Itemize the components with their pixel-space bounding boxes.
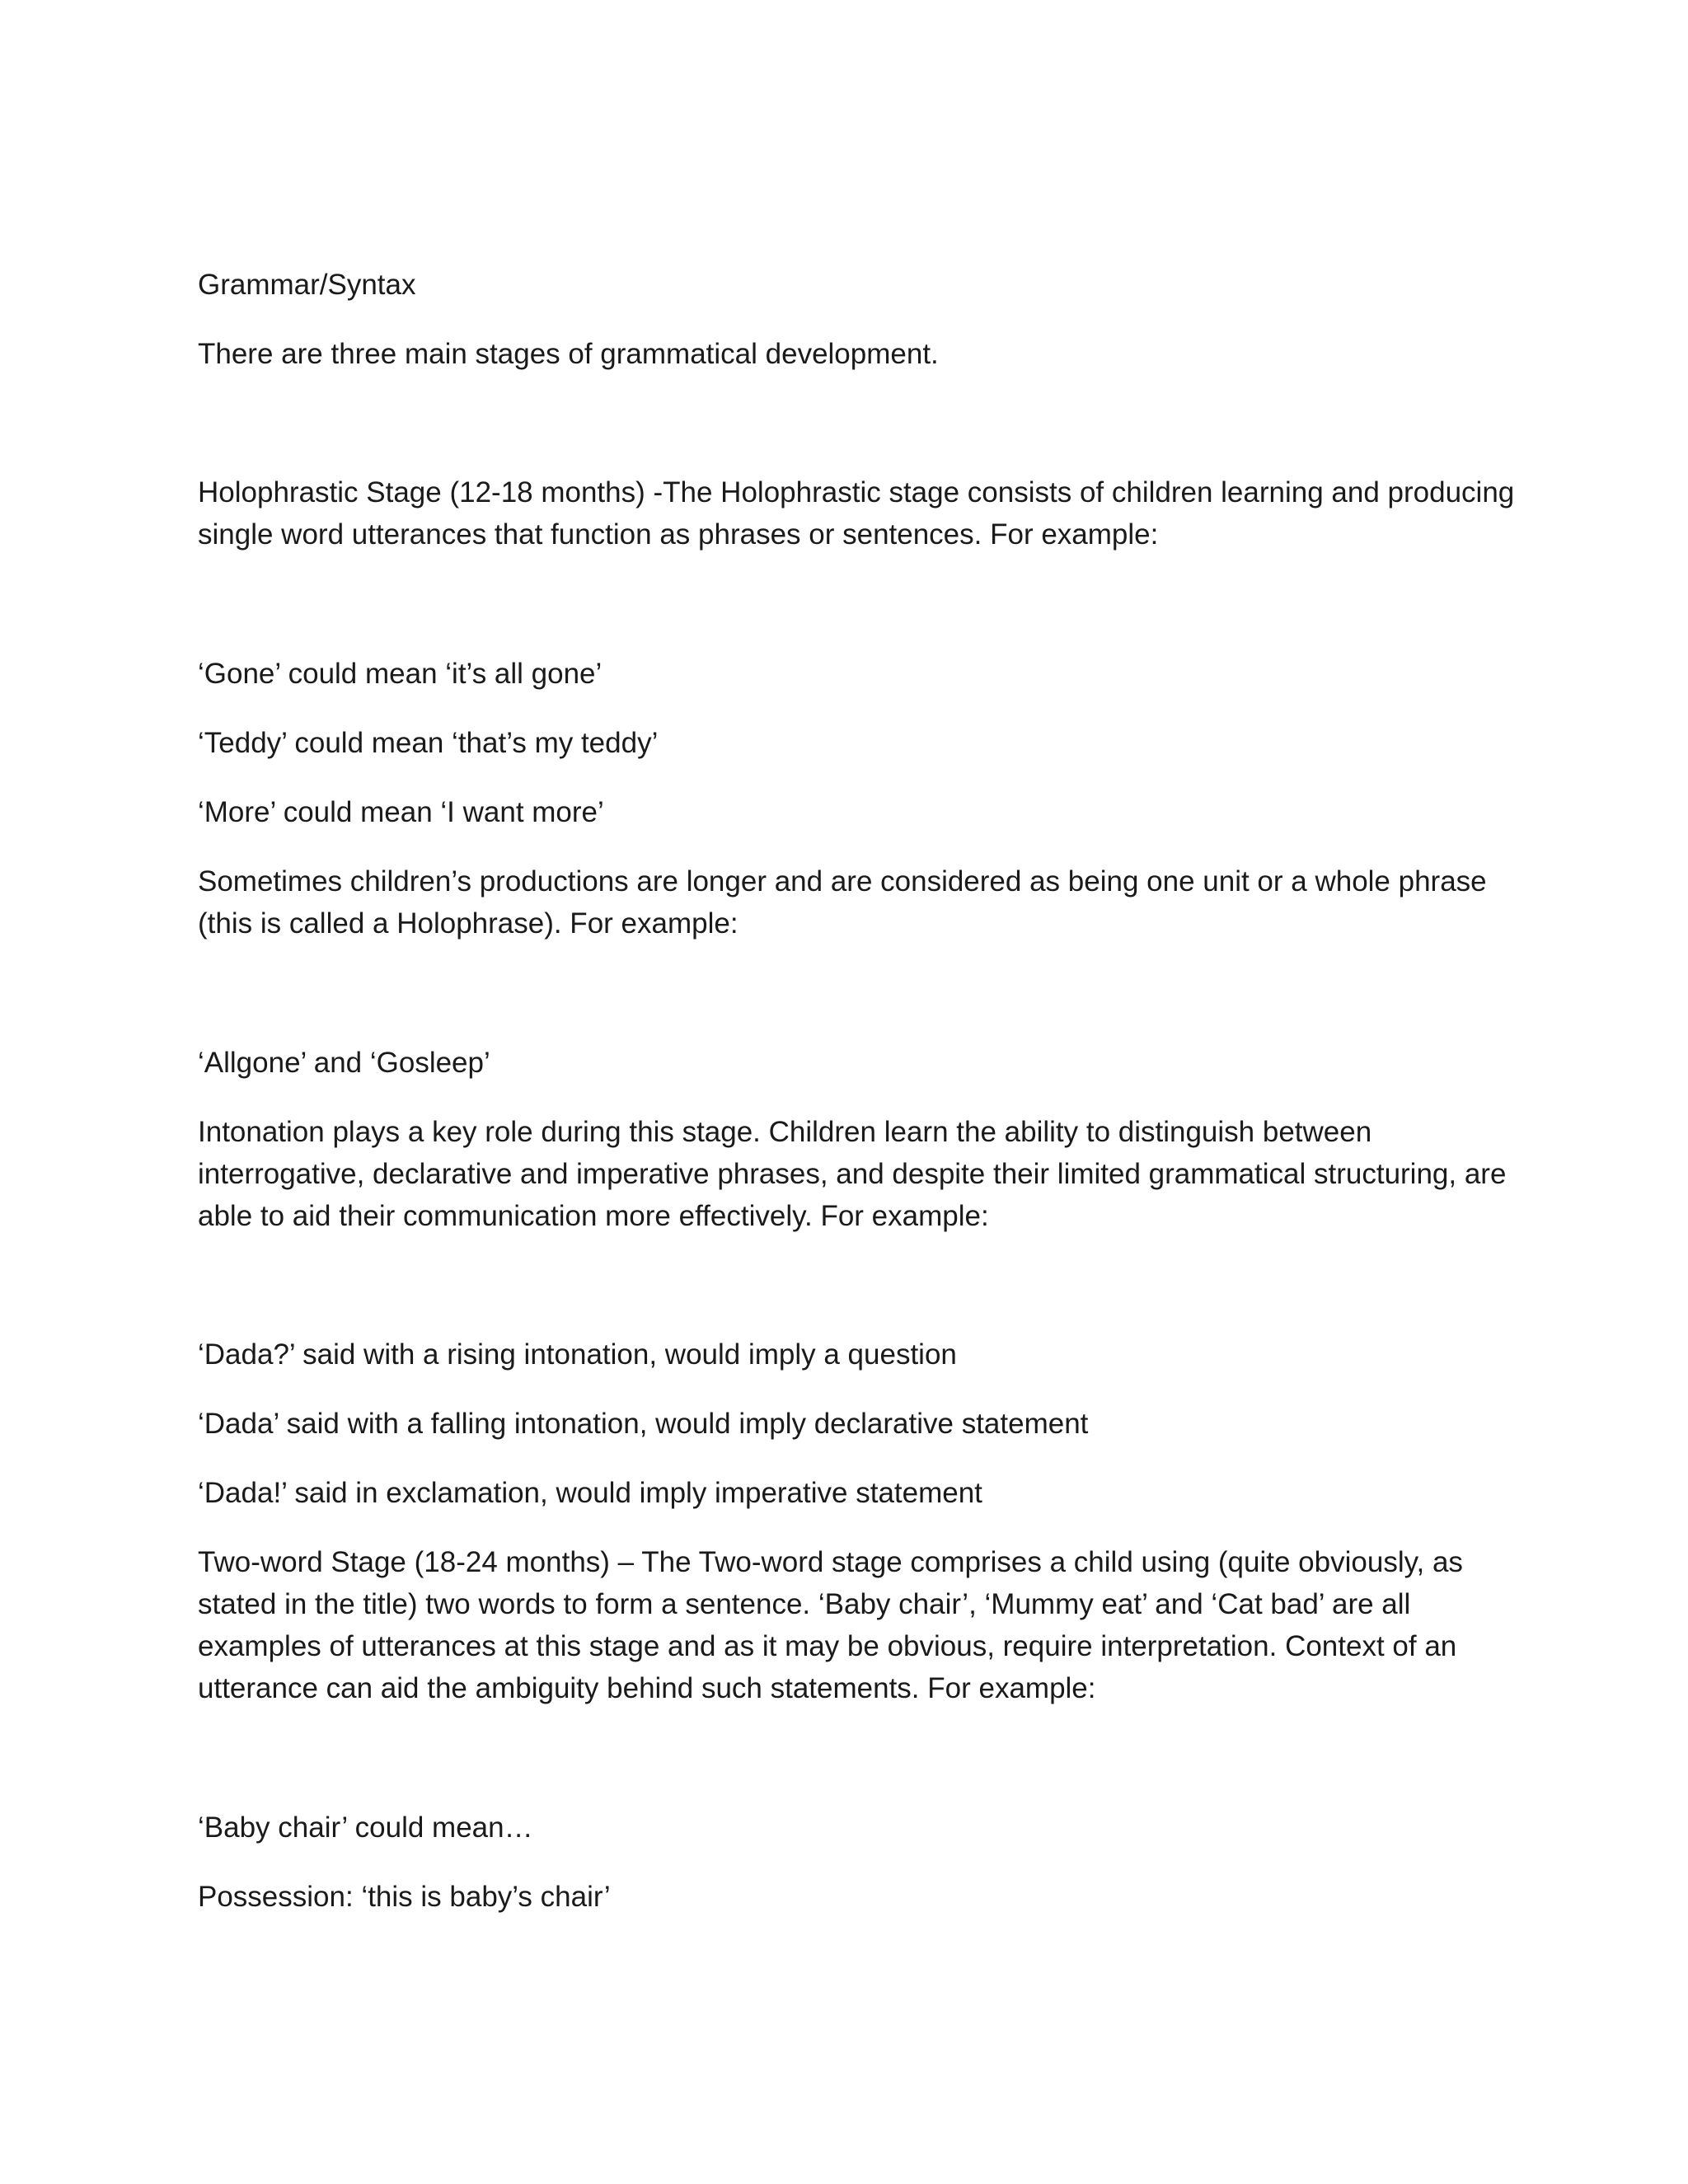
example-dada-declarative: ‘Dada’ said with a falling intonation, would imply declarative statement bbox=[198, 1408, 1089, 1440]
example-gone: ‘Gone’ could mean ‘it’s all gone’ bbox=[198, 658, 603, 690]
intonation-paragraph-line-1: Intonation plays a key role during this stage. Children learn the ability to distinguish between bbox=[198, 1116, 1372, 1148]
intonation-paragraph-line-2: interrogative, declarative and imperative phrases, and despite their limited grammatical structuring, are bbox=[198, 1158, 1507, 1190]
example-dada-imperative: ‘Dada!’ said in exclamation, would imply imperative statement bbox=[198, 1477, 982, 1509]
two-word-paragraph-line-1: Two-word Stage (18-24 months) – The Two-word stage comprises a child using (quite obviously, as bbox=[198, 1546, 1463, 1578]
holophrase-paragraph-line-2: (this is called a Holophrase). For example: bbox=[198, 907, 738, 940]
two-word-paragraph-line-2: stated in the title) two words to form a sentence. ‘Baby chair’, ‘Mummy eat’ and ‘Cat bad’ are all bbox=[198, 1588, 1411, 1620]
example-dada-question: ‘Dada?’ said with a rising intonation, would imply a question bbox=[198, 1338, 957, 1371]
intro-sentence: There are three main stages of grammatical development. bbox=[198, 338, 939, 370]
two-word-paragraph-line-4: utterance can aid the ambiguity behind such statements. For example: bbox=[198, 1672, 1096, 1704]
example-teddy: ‘Teddy’ could mean ‘that’s my teddy’ bbox=[198, 727, 659, 759]
baby-chair-example: ‘Baby chair’ could mean… bbox=[198, 1811, 533, 1844]
holophrase-example: ‘Allgone’ and ‘Gosleep’ bbox=[198, 1047, 490, 1079]
example-more: ‘More’ could mean ‘I want more’ bbox=[198, 796, 604, 828]
holophrastic-paragraph-line-2: single word utterances that function as phrases or sentences. For example: bbox=[198, 518, 1159, 551]
section-heading: Grammar/Syntax bbox=[198, 269, 416, 301]
two-word-paragraph-line-3: examples of utterances at this stage and as it may be obvious, require interpretation. Context of an bbox=[198, 1630, 1457, 1662]
intonation-paragraph-line-3: able to aid their communication more effectively. For example: bbox=[198, 1200, 989, 1232]
holophrase-paragraph-line-1: Sometimes children’s productions are longer and are considered as being one unit or a whole phrase bbox=[198, 865, 1487, 898]
holophrastic-paragraph-line-1: Holophrastic Stage (12-18 months) -The Holophrastic stage consists of children learning and producing bbox=[198, 476, 1515, 509]
possession-example: Possession: ‘this is baby’s chair’ bbox=[198, 1881, 611, 1913]
